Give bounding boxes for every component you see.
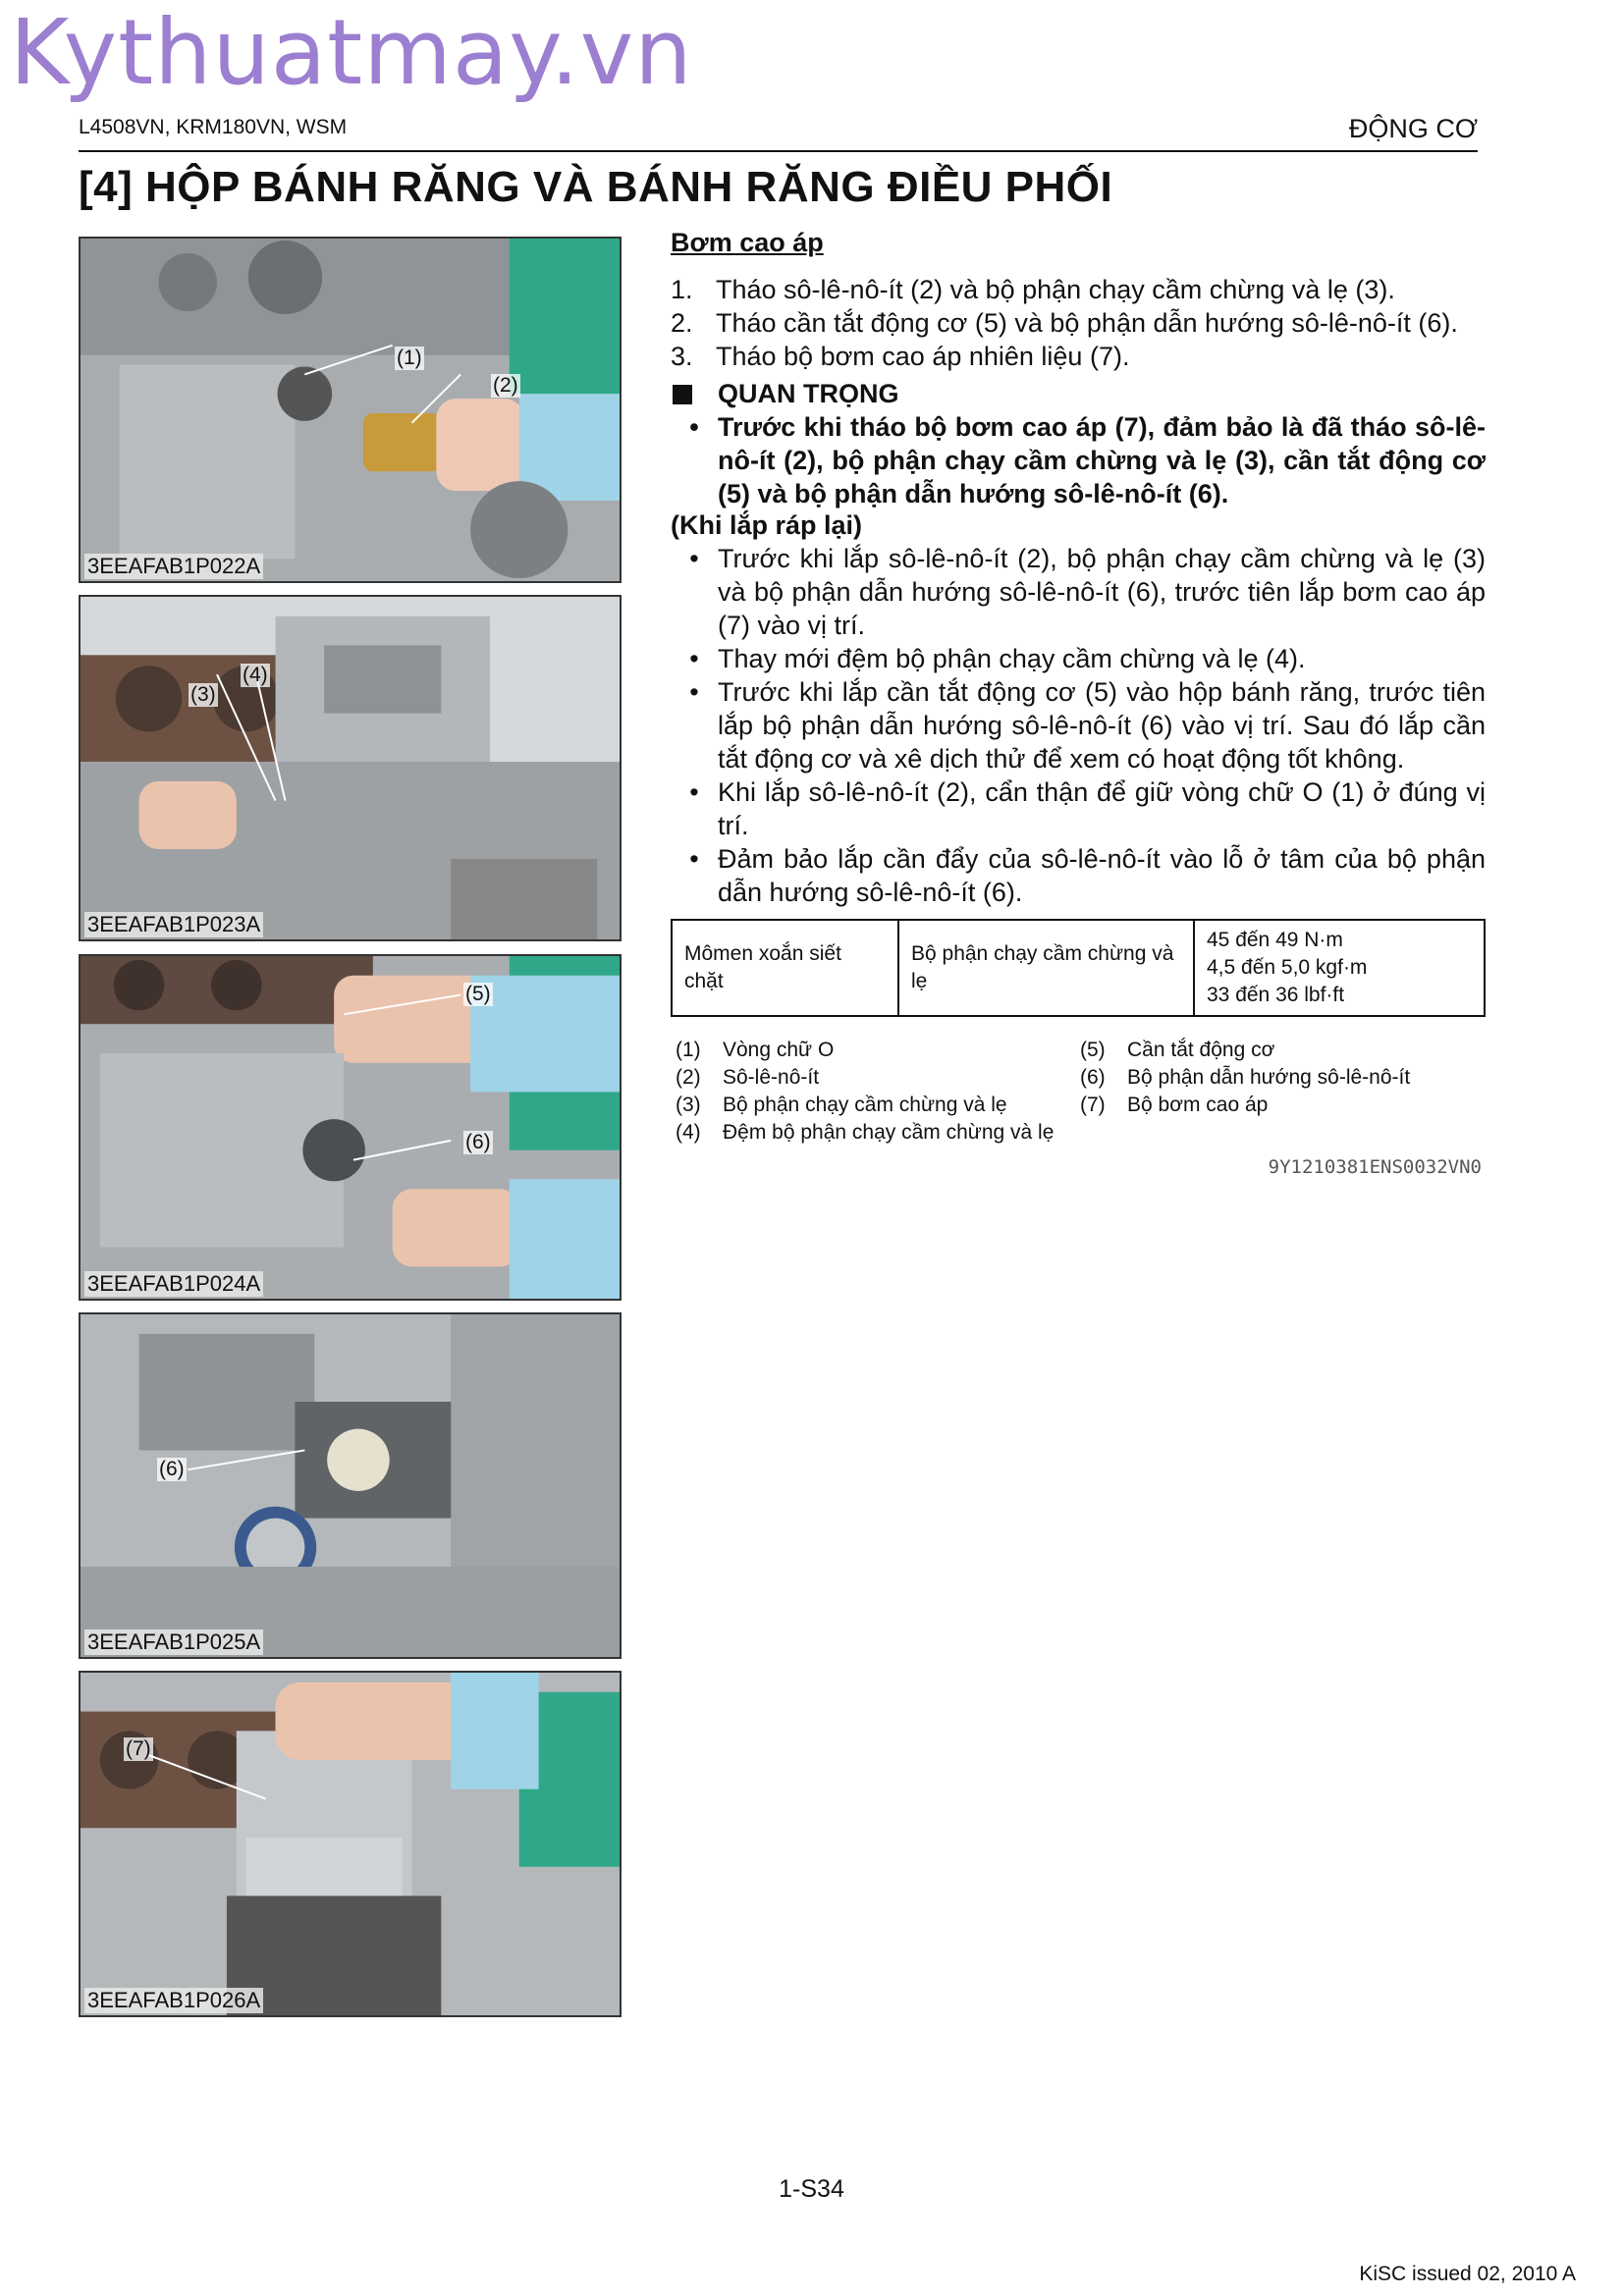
- step-item: [671, 306, 1486, 340]
- torque-values: [1194, 920, 1485, 1016]
- list-item-text: Thay mới đệm bộ phận chạy cầm chừng và lẹ (4).: [718, 644, 1306, 673]
- legend-number: (6): [1080, 1066, 1106, 1089]
- square-bullet-icon: [673, 385, 692, 404]
- torque-table: [671, 919, 1486, 1017]
- reassembly-list: [671, 542, 1486, 909]
- torque-value-lbf: 33 đến 36 lbf·ft: [1207, 984, 1345, 1006]
- callout-7: (7): [126, 1737, 151, 1760]
- important-label: QUAN TRỌNG: [718, 379, 899, 408]
- photo-code: 3EEAFAB1P026A: [84, 1988, 263, 2013]
- step-text: Tháo cần tắt động cơ (5) và bộ phận dẫn hướng sô-lê-nô-ít (6).: [716, 308, 1458, 338]
- legend-item: [1080, 1037, 1410, 1064]
- list-item: [671, 842, 1486, 909]
- callout-5: (5): [465, 983, 491, 1005]
- bullet-icon: •: [689, 677, 699, 707]
- torque-label: Mômen xoắn siết chặt: [672, 920, 898, 1016]
- legend-number: (1): [676, 1039, 701, 1061]
- bullet-icon: •: [689, 844, 699, 874]
- legend-text: Bộ phận dẫn hướng sô-lê-nô-ít: [1127, 1066, 1411, 1089]
- page-title: [4] HỘP BÁNH RĂNG VÀ BÁNH RĂNG ĐIỀU PHỐI: [79, 163, 1113, 211]
- photo-code: 3EEAFAB1P024A: [84, 1271, 263, 1297]
- legend-item: [676, 1064, 1054, 1092]
- callout-1: (1): [397, 347, 422, 369]
- legend-item: [1080, 1064, 1410, 1092]
- legend-number: (5): [1080, 1039, 1106, 1061]
- photo-stop-lever-removal: [79, 954, 622, 1301]
- callout-6: (6): [465, 1131, 491, 1153]
- legend-item: [676, 1092, 1054, 1119]
- photo-code: 3EEAFAB1P025A: [84, 1629, 263, 1655]
- step-number: 2.: [671, 308, 693, 338]
- torque-value-nm: 45 đến 49 N·m: [1207, 929, 1343, 951]
- table-row: [672, 920, 1485, 1016]
- list-item: [671, 542, 1486, 642]
- header-section: ĐỘNG CƠ: [1348, 114, 1478, 143]
- legend-right: [1080, 1037, 1410, 1119]
- bullet-icon: •: [689, 544, 699, 573]
- photo-code: 3EEAFAB1P023A: [84, 912, 263, 937]
- torque-value-kgf: 4,5 đến 5,0 kgf·m: [1207, 956, 1368, 979]
- important-text: Trước khi tháo bộ bơm cao áp (7), đảm bảo là đã tháo sô-lê-nô-ít (2), bộ phận chạy cầm chừng và lẹ (3), cần tắt động cơ (5) và bộ phận dẫn hướng sô-lê-nô-ít (6).: [718, 412, 1486, 508]
- photo-injection-pump: [79, 1671, 622, 2017]
- issued-note: KiSC issued 02, 2010 A: [1359, 2263, 1576, 2285]
- header-model: L4508VN, KRM180VN, WSM: [79, 116, 348, 138]
- legend-text: Cần tắt động cơ: [1127, 1039, 1275, 1061]
- callout-4: (4): [243, 664, 268, 686]
- torque-part: Bộ phận chạy cầm chừng và lẹ: [898, 920, 1194, 1016]
- step-number: 1.: [671, 275, 693, 304]
- legend-text: Đệm bộ phận chạy cầm chừng và lẹ: [723, 1121, 1055, 1144]
- legend-left: [676, 1037, 1054, 1147]
- document-code: 9Y1210381ENS0032VN0: [1268, 1156, 1482, 1178]
- photo-solenoid-removal: [79, 237, 622, 583]
- step-text: Tháo sô-lê-nô-ít (2) và bộ phận chạy cầm chừng và lẹ (3).: [716, 275, 1395, 304]
- section-heading: Bơm cao áp: [671, 228, 824, 257]
- step-item: [671, 273, 1486, 306]
- legend-item: [676, 1119, 1054, 1147]
- list-item: [671, 675, 1486, 775]
- photo-solenoid-guide: [79, 1312, 622, 1659]
- step-list: [671, 273, 1486, 373]
- legend-number: (2): [676, 1066, 701, 1089]
- reassembly-heading: (Khi lắp ráp lại): [671, 510, 863, 540]
- photo-idle-unit-removal: [79, 595, 622, 941]
- legend-text: Bộ bơm cao áp: [1127, 1094, 1269, 1116]
- step-item: [671, 340, 1486, 373]
- bullet-icon: •: [689, 412, 699, 442]
- legend-item: [1080, 1092, 1410, 1119]
- list-item-text: Đảm bảo lắp cần đẩy của sô-lê-nô-ít vào lỗ ở tâm của bộ phận dẫn hướng sô-lê-nô-ít (6).: [718, 844, 1486, 907]
- list-item-text: Trước khi lắp cần tắt động cơ (5) vào hộp bánh răng, trước tiên lắp bộ phận dẫn hướng sô-lê-nô-ít (6) vào vị trí. Sau đó lắp cần tắt động cơ và xê dịch thử để xem có hoạt động tốt không.: [718, 677, 1486, 774]
- legend-number: (4): [676, 1121, 701, 1144]
- legend-number: (3): [676, 1094, 701, 1116]
- list-item: [671, 775, 1486, 842]
- important-heading: [671, 379, 899, 409]
- bullet-icon: •: [689, 644, 699, 673]
- legend-number: (7): [1080, 1094, 1106, 1116]
- legend-text: Bộ phận chạy cầm chừng và lẹ: [723, 1094, 1007, 1116]
- header-divider: [79, 150, 1478, 152]
- legend-text: Vòng chữ O: [723, 1039, 835, 1061]
- step-text: Tháo bộ bơm cao áp nhiên liệu (7).: [716, 342, 1130, 371]
- callout-3: (3): [190, 683, 216, 706]
- page-number: 1-S34: [779, 2175, 844, 2203]
- list-item-text: Khi lắp sô-lê-nô-ít (2), cẩn thận để giữ vòng chữ O (1) ở đúng vị trí.: [718, 777, 1486, 840]
- legend-item: [676, 1037, 1054, 1064]
- callout-2: (2): [493, 374, 518, 397]
- step-number: 3.: [671, 342, 693, 371]
- photo-code: 3EEAFAB1P022A: [84, 554, 263, 579]
- callout-6: (6): [159, 1458, 185, 1480]
- important-note: [671, 410, 1486, 510]
- bullet-icon: •: [689, 777, 699, 807]
- list-item-text: Trước khi lắp sô-lê-nô-ít (2), bộ phận chạy cầm chừng và lẹ (3) và bộ phận dẫn hướng sô-lê-nô-ít (6), trước tiên lắp bơm cao áp (7) vào vị trí.: [718, 544, 1486, 640]
- legend-text: Sô-lê-nô-ít: [723, 1066, 820, 1089]
- watermark-logo: Kythuatmay.vn: [10, 0, 693, 105]
- list-item: [671, 642, 1486, 675]
